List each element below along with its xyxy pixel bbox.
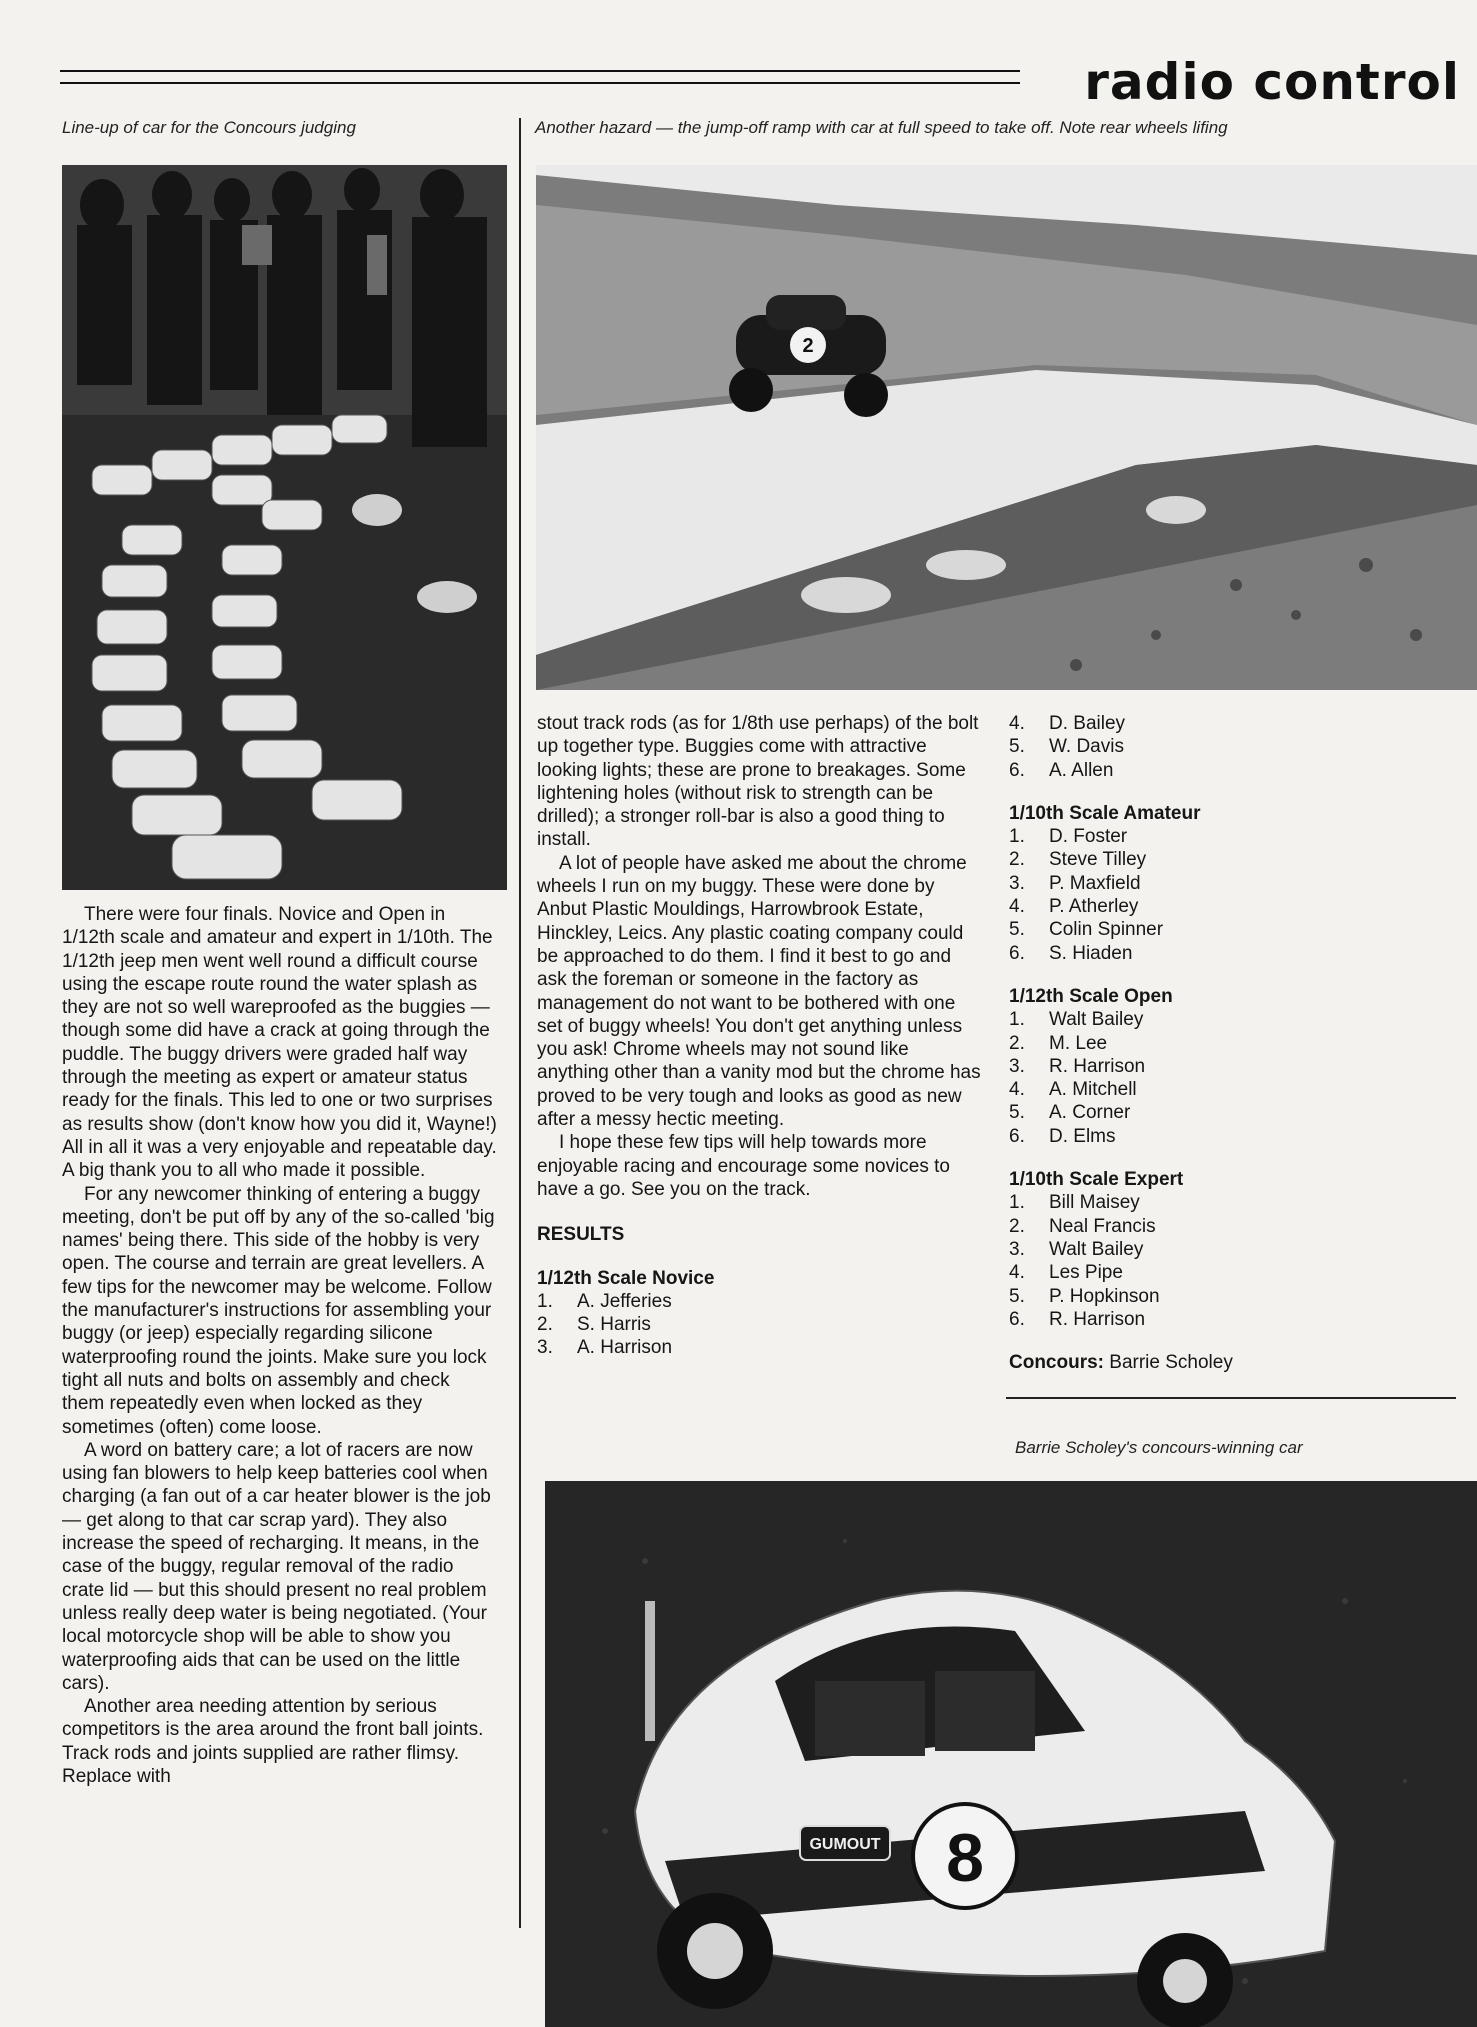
- result-row: 3. A. Harrison: [537, 1337, 673, 1359]
- col2-paragraph: I hope these few tips will help towards more enjoyable racing and encourage some novices to have a go. See you on the track.: [537, 1132, 950, 1200]
- header-rule-bottom: [60, 82, 1020, 84]
- result-row: 2. Steve Tilley: [1009, 849, 1147, 871]
- result-row: 1. A. Jefferies: [537, 1290, 672, 1312]
- result-row: 4. P. Atherley: [1009, 896, 1139, 918]
- result-row: 3. P. Maxfield: [1009, 872, 1141, 894]
- ramp-car-number: 2: [802, 335, 814, 357]
- result-row: 4. D. Bailey: [1009, 713, 1126, 734]
- open-title: 1/12th Scale Open: [1009, 985, 1173, 1007]
- result-row: 6. S. Hiaden: [1009, 942, 1133, 964]
- winner-photo-graphic: [545, 1481, 1477, 2027]
- result-row: 5. Colin Spinner: [1009, 919, 1164, 941]
- expert-title: 1/10th Scale Expert: [1009, 1169, 1184, 1191]
- result-row: 1. Bill Maisey: [1009, 1192, 1140, 1214]
- result-row: 4. A. Mitchell: [1009, 1079, 1137, 1101]
- result-row: 2. M. Lee: [1009, 1032, 1108, 1054]
- result-row: 6. A. Allen: [1009, 759, 1114, 781]
- col1-paragraph: There were four finals. Novice and Open in 1/12th scale and amateur and expert in 1/10th. The 1/12th jeep men went well round a difficult course using the escape route round the water splash as they are not so well wareproofed as the buggies — though some did have a crack at going through the puddle. The buggy drivers were graded half way through the meeting as expert or amateur status ready for the finals. This led to one or two surprises as results show (don't know how you did it, Wayne!) All in all it was a very enjoyable and repeatable day. A big thank you to all who made it possible.: [62, 904, 497, 1182]
- result-row: 5. P. Hopkinson: [1009, 1285, 1160, 1307]
- article-column-2: [537, 712, 982, 1360]
- col2-paragraph: A lot of people have asked me about the chrome wheels I run on my buggy. These were done by Anbut Plastic Mouldings, Harrowbrook Estate, Hinckley, Leics. Any plastic coating company could be approached to do them. I find it best to go and ask the foreman or someone in the factory as management do not want to be bothered with one set of buggy wheels! You don't get anything unless you ask! Chrome wheels may not sound like anything other than a vanity mod but the chrome has proved to be very tough and looks as good as new after a messy hectic meeting.: [537, 852, 981, 1131]
- result-row: 3. Walt Bailey: [1009, 1238, 1144, 1260]
- ramp-caption: Another hazard — the jump-off ramp with car at full speed to take off. Note rear wheels lifing: [535, 118, 1228, 137]
- winner-car-number: 8: [946, 1820, 984, 1896]
- result-row: 6. D. Elms: [1009, 1125, 1116, 1147]
- result-row: 2. Neal Francis: [1009, 1215, 1156, 1237]
- lineup-photo-graphic: [62, 165, 507, 890]
- result-row: 2. S. Harris: [537, 1314, 651, 1336]
- col1-paragraph: Another area needing attention by serious competitors is the area around the front ball joints. Track rods and joints supplied are rather flimsy. Replace with: [62, 1696, 484, 1787]
- results-column: [1009, 712, 1449, 1374]
- winner-photo: [545, 1481, 1477, 2027]
- ramp-photo-graphic: [536, 165, 1477, 690]
- result-row: 1. D. Foster: [1009, 826, 1128, 848]
- article-column-1: [62, 903, 497, 1788]
- section-title: radio control: [1084, 53, 1460, 111]
- header-rule-top: [60, 70, 1020, 72]
- ramp-photo: [536, 165, 1477, 690]
- column-divider: [519, 118, 521, 1928]
- col2-paragraph: stout track rods (as for 1/8th use perhaps) of the bolt up together type. Buggies come with attractive looking lights; these are prone to breakages. Some lightening holes (without risk to strength can be drilled); a stronger roll-bar is also a good thing to install.: [537, 713, 979, 851]
- result-row: 5. W. Davis: [1009, 736, 1124, 758]
- results-end-rule: [1006, 1397, 1456, 1399]
- result-row: 1. Walt Bailey: [1009, 1009, 1144, 1031]
- lineup-photo: [62, 165, 507, 890]
- winner-sponsor-badge: GUMOUT: [809, 1836, 881, 1853]
- col1-paragraph: A word on battery care; a lot of racers are now using fan blowers to help keep batteries cool when charging (a fan out of a car heater blower is the job — get along to that car scrap yard). They also increase the speed of recharging. It means, in the case of the buggy, regular removal of the radio crate lid — but this should present no real problem unless really deep water is being negotiated. (Your local motorcycle shop will be able to show you waterproofing aids that can be used on the little cars).: [62, 1439, 491, 1694]
- col1-paragraph: For any newcomer thinking of entering a buggy meeting, don't be put off by any of the so-called 'big names' being there. This side of the hobby is very open. The course and terrain are great levellers. A few tips for the newcomer may be welcome. Follow the manufacturer's instructions for assembling your buggy (or jeep) especially regarding silicone waterproofing round the joints. Make sure you lock tight all nuts and bolts on assembly and check them repeatedly even when locked as they sometimes (often) come loose.: [62, 1183, 495, 1438]
- amateur-title: 1/10th Scale Amateur: [1009, 802, 1201, 824]
- result-row: 6. R. Harrison: [1009, 1308, 1146, 1330]
- lineup-caption: Line-up of car for the Concours judging: [62, 118, 356, 137]
- concours-winner: Concours: Barrie Scholey: [1009, 1352, 1233, 1374]
- novice-title: 1/12th Scale Novice: [537, 1267, 715, 1289]
- winner-caption: Barrie Scholey's concours-winning car: [1015, 1438, 1303, 1457]
- result-row: 5. A. Corner: [1009, 1102, 1131, 1124]
- result-row: 3. R. Harrison: [1009, 1055, 1146, 1077]
- results-heading: RESULTS: [537, 1224, 625, 1246]
- result-row: 4. Les Pipe: [1009, 1262, 1123, 1284]
